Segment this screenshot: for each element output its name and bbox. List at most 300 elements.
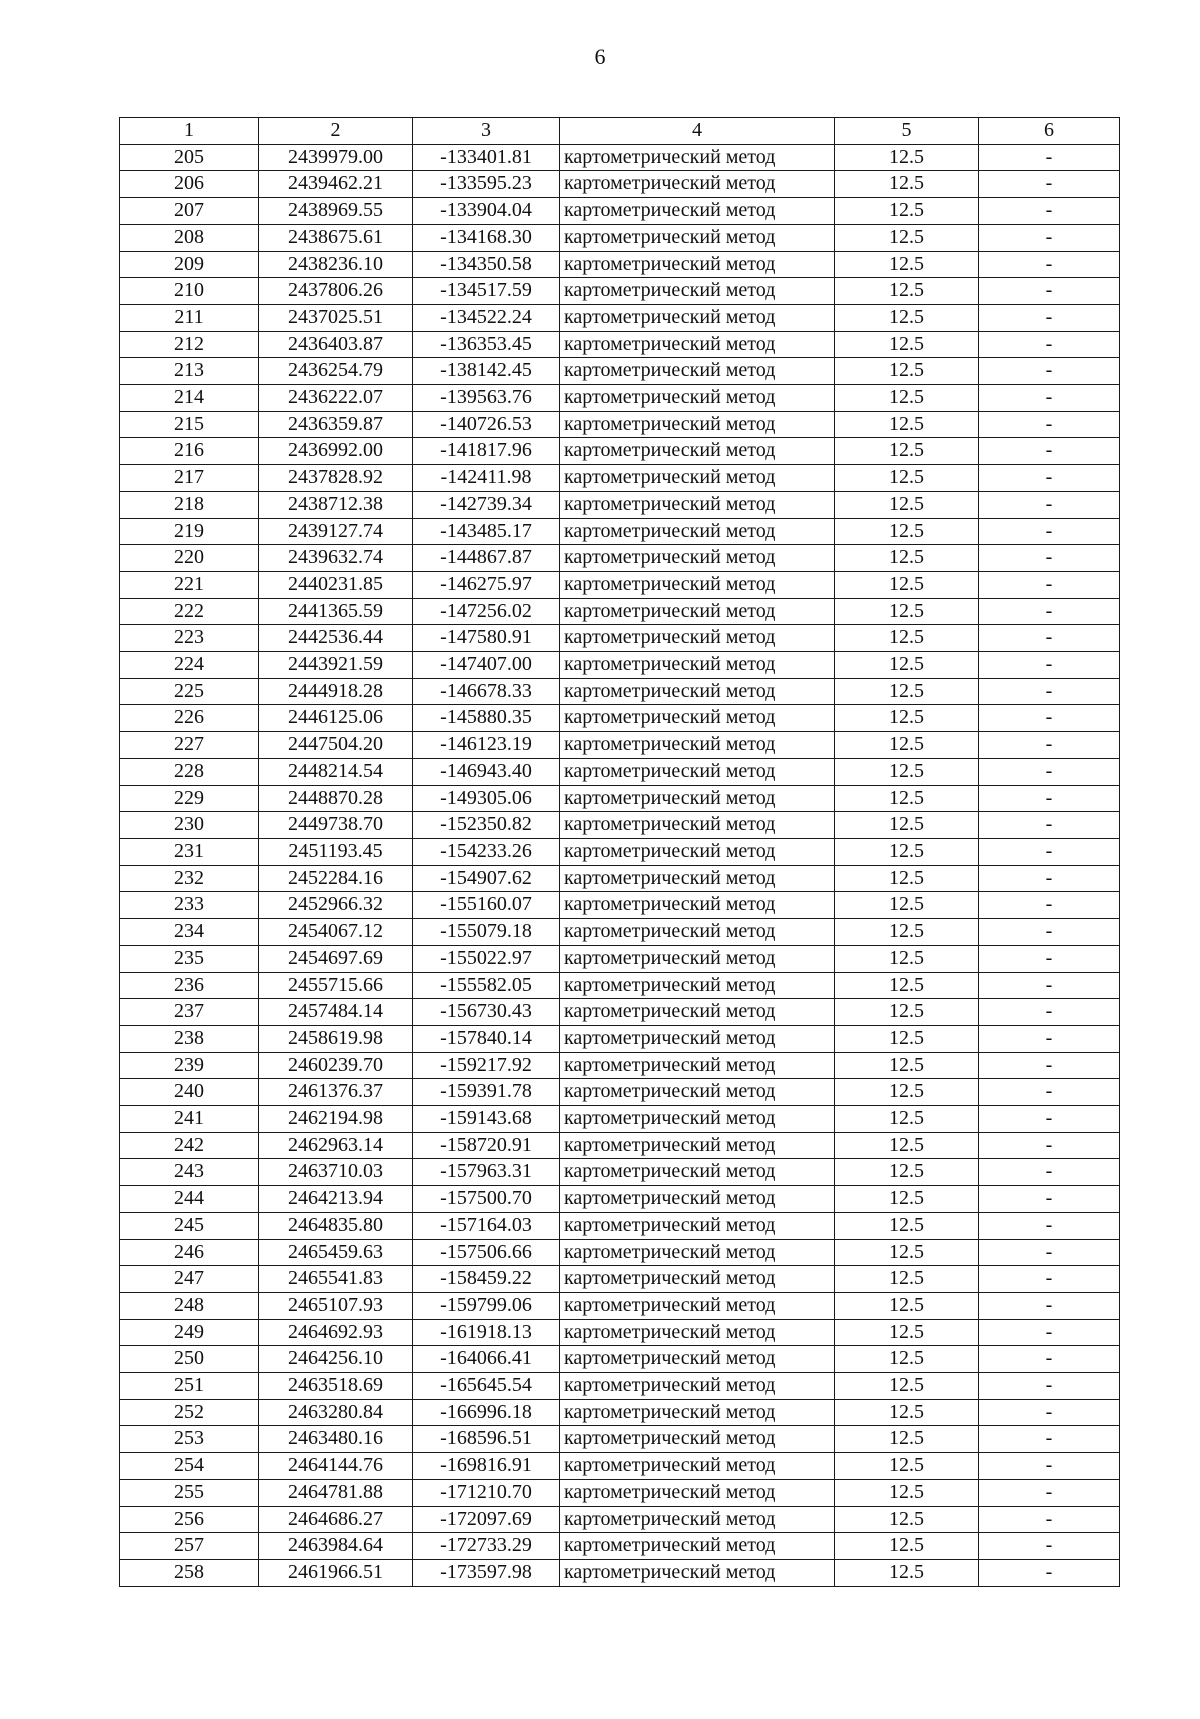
method-cell: картометрический метод [560, 1399, 835, 1426]
table-row [120, 1479, 1120, 1506]
y-coordinate-cell: -133904.04 [413, 198, 560, 225]
note-cell: - [979, 545, 1120, 572]
method-cell: картометрический метод [560, 812, 835, 839]
point-number-cell: 205 [120, 144, 259, 171]
note-cell: - [979, 1132, 1120, 1159]
y-coordinate-cell: -157840.14 [413, 1025, 560, 1052]
x-coordinate-cell: 2436222.07 [259, 385, 413, 412]
method-cell: картометрический метод [560, 1212, 835, 1239]
y-coordinate-cell: -161918.13 [413, 1319, 560, 1346]
y-coordinate-cell: -149305.06 [413, 785, 560, 812]
x-coordinate-cell: 2461966.51 [259, 1559, 413, 1586]
x-coordinate-cell: 2457484.14 [259, 999, 413, 1026]
accuracy-cell: 12.5 [835, 1025, 979, 1052]
method-cell: картометрический метод [560, 1186, 835, 1213]
point-number-cell: 240 [120, 1079, 259, 1106]
accuracy-cell: 12.5 [835, 171, 979, 198]
accuracy-cell: 12.5 [835, 919, 979, 946]
x-coordinate-cell: 2462194.98 [259, 1106, 413, 1133]
y-coordinate-cell: -134168.30 [413, 224, 560, 251]
note-cell: - [979, 1159, 1120, 1186]
x-coordinate-cell: 2464835.80 [259, 1212, 413, 1239]
x-coordinate-cell: 2447504.20 [259, 732, 413, 759]
y-coordinate-cell: -158720.91 [413, 1132, 560, 1159]
x-coordinate-cell: 2458619.98 [259, 1025, 413, 1052]
y-coordinate-cell: -147407.00 [413, 652, 560, 679]
point-number-cell: 253 [120, 1426, 259, 1453]
note-cell: - [979, 919, 1120, 946]
accuracy-cell: 12.5 [835, 1533, 979, 1560]
page-number: 6 [594, 44, 606, 69]
accuracy-cell: 12.5 [835, 1292, 979, 1319]
y-coordinate-cell: -142411.98 [413, 465, 560, 492]
note-cell: - [979, 1479, 1120, 1506]
y-coordinate-cell: -171210.70 [413, 1479, 560, 1506]
header-cell-3: 3 [413, 118, 560, 145]
x-coordinate-cell: 2438969.55 [259, 198, 413, 225]
method-cell: картометрический метод [560, 224, 835, 251]
point-number-cell: 245 [120, 1212, 259, 1239]
accuracy-cell: 12.5 [835, 465, 979, 492]
note-cell: - [979, 171, 1120, 198]
table-row [120, 732, 1120, 759]
table-row [120, 545, 1120, 572]
note-cell: - [979, 1453, 1120, 1480]
method-cell: картометрический метод [560, 1373, 835, 1400]
table-row [120, 1453, 1120, 1480]
x-coordinate-cell: 2463710.03 [259, 1159, 413, 1186]
note-cell: - [979, 1559, 1120, 1586]
method-cell: картометрический метод [560, 1266, 835, 1293]
accuracy-cell: 12.5 [835, 385, 979, 412]
note-cell: - [979, 1533, 1120, 1560]
y-coordinate-cell: -139563.76 [413, 385, 560, 412]
accuracy-cell: 12.5 [835, 1319, 979, 1346]
table-row [120, 438, 1120, 465]
x-coordinate-cell: 2464692.93 [259, 1319, 413, 1346]
method-cell: картометрический метод [560, 945, 835, 972]
note-cell: - [979, 945, 1120, 972]
method-cell: картометрический метод [560, 251, 835, 278]
point-number-cell: 252 [120, 1399, 259, 1426]
table-row [120, 1186, 1120, 1213]
accuracy-cell: 12.5 [835, 331, 979, 358]
y-coordinate-cell: -172733.29 [413, 1533, 560, 1560]
method-cell: картометрический метод [560, 678, 835, 705]
point-number-cell: 217 [120, 465, 259, 492]
method-cell: картометрический метод [560, 198, 835, 225]
table-row [120, 785, 1120, 812]
y-coordinate-cell: -133401.81 [413, 144, 560, 171]
point-number-cell: 211 [120, 304, 259, 331]
method-cell: картометрический метод [560, 438, 835, 465]
method-cell: картометрический метод [560, 972, 835, 999]
accuracy-cell: 12.5 [835, 1559, 979, 1586]
x-coordinate-cell: 2449738.70 [259, 812, 413, 839]
point-number-cell: 238 [120, 1025, 259, 1052]
accuracy-cell: 12.5 [835, 1506, 979, 1533]
table-row [120, 571, 1120, 598]
table-row [120, 198, 1120, 225]
accuracy-cell: 12.5 [835, 758, 979, 785]
point-number-cell: 255 [120, 1479, 259, 1506]
method-cell: картометрический метод [560, 491, 835, 518]
point-number-cell: 223 [120, 625, 259, 652]
point-number-cell: 209 [120, 251, 259, 278]
point-number-cell: 242 [120, 1132, 259, 1159]
table-row [120, 1426, 1120, 1453]
y-coordinate-cell: -157506.66 [413, 1239, 560, 1266]
x-coordinate-cell: 2451193.45 [259, 838, 413, 865]
point-number-cell: 229 [120, 785, 259, 812]
accuracy-cell: 12.5 [835, 865, 979, 892]
accuracy-cell: 12.5 [835, 251, 979, 278]
y-coordinate-cell: -157963.31 [413, 1159, 560, 1186]
point-number-cell: 251 [120, 1373, 259, 1400]
note-cell: - [979, 198, 1120, 225]
point-number-cell: 218 [120, 491, 259, 518]
note-cell: - [979, 571, 1120, 598]
note-cell: - [979, 1212, 1120, 1239]
note-cell: - [979, 331, 1120, 358]
point-number-cell: 237 [120, 999, 259, 1026]
x-coordinate-cell: 2448214.54 [259, 758, 413, 785]
table-row [120, 465, 1120, 492]
y-coordinate-cell: -165645.54 [413, 1373, 560, 1400]
point-number-cell: 219 [120, 518, 259, 545]
y-coordinate-cell: -159391.78 [413, 1079, 560, 1106]
accuracy-cell: 12.5 [835, 972, 979, 999]
table-row [120, 518, 1120, 545]
accuracy-cell: 12.5 [835, 491, 979, 518]
note-cell: - [979, 1426, 1120, 1453]
note-cell: - [979, 278, 1120, 305]
method-cell: картометрический метод [560, 1533, 835, 1560]
table-row [120, 865, 1120, 892]
point-number-cell: 227 [120, 732, 259, 759]
y-coordinate-cell: -169816.91 [413, 1453, 560, 1480]
table-row [120, 331, 1120, 358]
point-number-cell: 207 [120, 198, 259, 225]
y-coordinate-cell: -133595.23 [413, 171, 560, 198]
x-coordinate-cell: 2437828.92 [259, 465, 413, 492]
note-cell: - [979, 438, 1120, 465]
accuracy-cell: 12.5 [835, 224, 979, 251]
method-cell: картометрический метод [560, 571, 835, 598]
method-cell: картометрический метод [560, 1079, 835, 1106]
table-body [120, 144, 1120, 1586]
y-coordinate-cell: -154233.26 [413, 838, 560, 865]
point-number-cell: 231 [120, 838, 259, 865]
point-number-cell: 220 [120, 545, 259, 572]
note-cell: - [979, 465, 1120, 492]
method-cell: картометрический метод [560, 304, 835, 331]
point-number-cell: 234 [120, 919, 259, 946]
accuracy-cell: 12.5 [835, 1373, 979, 1400]
table-row [120, 598, 1120, 625]
x-coordinate-cell: 2448870.28 [259, 785, 413, 812]
method-cell: картометрический метод [560, 598, 835, 625]
point-number-cell: 224 [120, 652, 259, 679]
point-number-cell: 214 [120, 385, 259, 412]
y-coordinate-cell: -159143.68 [413, 1106, 560, 1133]
note-cell: - [979, 1292, 1120, 1319]
header-cell-6: 6 [979, 118, 1120, 145]
accuracy-cell: 12.5 [835, 598, 979, 625]
note-cell: - [979, 1373, 1120, 1400]
point-number-cell: 246 [120, 1239, 259, 1266]
y-coordinate-cell: -159799.06 [413, 1292, 560, 1319]
x-coordinate-cell: 2461376.37 [259, 1079, 413, 1106]
table-row [120, 625, 1120, 652]
x-coordinate-cell: 2465541.83 [259, 1266, 413, 1293]
table-row [120, 144, 1120, 171]
note-cell: - [979, 251, 1120, 278]
note-cell: - [979, 705, 1120, 732]
y-coordinate-cell: -146943.40 [413, 758, 560, 785]
accuracy-cell: 12.5 [835, 144, 979, 171]
accuracy-cell: 12.5 [835, 1106, 979, 1133]
table-row [120, 1106, 1120, 1133]
point-number-cell: 241 [120, 1106, 259, 1133]
method-cell: картометрический метод [560, 171, 835, 198]
point-number-cell: 243 [120, 1159, 259, 1186]
note-cell: - [979, 785, 1120, 812]
point-number-cell: 215 [120, 411, 259, 438]
table-row [120, 945, 1120, 972]
y-coordinate-cell: -157500.70 [413, 1186, 560, 1213]
point-number-cell: 206 [120, 171, 259, 198]
note-cell: - [979, 1239, 1120, 1266]
method-cell: картометрический метод [560, 1426, 835, 1453]
point-number-cell: 216 [120, 438, 259, 465]
accuracy-cell: 12.5 [835, 411, 979, 438]
note-cell: - [979, 865, 1120, 892]
accuracy-cell: 12.5 [835, 1079, 979, 1106]
accuracy-cell: 12.5 [835, 1052, 979, 1079]
note-cell: - [979, 999, 1120, 1026]
x-coordinate-cell: 2446125.06 [259, 705, 413, 732]
accuracy-cell: 12.5 [835, 571, 979, 598]
y-coordinate-cell: -146275.97 [413, 571, 560, 598]
point-number-cell: 244 [120, 1186, 259, 1213]
table-row [120, 892, 1120, 919]
note-cell: - [979, 732, 1120, 759]
x-coordinate-cell: 2463280.84 [259, 1399, 413, 1426]
y-coordinate-cell: -134517.59 [413, 278, 560, 305]
accuracy-cell: 12.5 [835, 1453, 979, 1480]
method-cell: картометрический метод [560, 625, 835, 652]
method-cell: картометрический метод [560, 1479, 835, 1506]
table-row [120, 1266, 1120, 1293]
accuracy-cell: 12.5 [835, 438, 979, 465]
method-cell: картометрический метод [560, 1159, 835, 1186]
table-row [120, 385, 1120, 412]
note-cell: - [979, 758, 1120, 785]
y-coordinate-cell: -166996.18 [413, 1399, 560, 1426]
y-coordinate-cell: -145880.35 [413, 705, 560, 732]
method-cell: картометрический метод [560, 785, 835, 812]
y-coordinate-cell: -159217.92 [413, 1052, 560, 1079]
method-cell: картометрический метод [560, 1052, 835, 1079]
table-row [120, 1025, 1120, 1052]
method-cell: картометрический метод [560, 838, 835, 865]
accuracy-cell: 12.5 [835, 732, 979, 759]
table-row [120, 1373, 1120, 1400]
accuracy-cell: 12.5 [835, 518, 979, 545]
method-cell: картометрический метод [560, 732, 835, 759]
accuracy-cell: 12.5 [835, 1346, 979, 1373]
note-cell: - [979, 1106, 1120, 1133]
accuracy-cell: 12.5 [835, 838, 979, 865]
accuracy-cell: 12.5 [835, 999, 979, 1026]
table-row [120, 678, 1120, 705]
point-number-cell: 213 [120, 358, 259, 385]
method-cell: картометрический метод [560, 999, 835, 1026]
method-cell: картометрический метод [560, 1106, 835, 1133]
table-row [120, 919, 1120, 946]
x-coordinate-cell: 2440231.85 [259, 571, 413, 598]
point-number-cell: 248 [120, 1292, 259, 1319]
table-row [120, 1319, 1120, 1346]
table-row [120, 1132, 1120, 1159]
note-cell: - [979, 304, 1120, 331]
point-number-cell: 254 [120, 1453, 259, 1480]
x-coordinate-cell: 2437025.51 [259, 304, 413, 331]
method-cell: картометрический метод [560, 1506, 835, 1533]
table-row [120, 1212, 1120, 1239]
method-cell: картометрический метод [560, 1453, 835, 1480]
table-row [120, 278, 1120, 305]
method-cell: картометрический метод [560, 892, 835, 919]
accuracy-cell: 12.5 [835, 945, 979, 972]
y-coordinate-cell: -138142.45 [413, 358, 560, 385]
accuracy-cell: 12.5 [835, 545, 979, 572]
accuracy-cell: 12.5 [835, 705, 979, 732]
method-cell: картометрический метод [560, 518, 835, 545]
table-row [120, 304, 1120, 331]
header-cell-2: 2 [259, 118, 413, 145]
method-cell: картометрический метод [560, 411, 835, 438]
x-coordinate-cell: 2441365.59 [259, 598, 413, 625]
y-coordinate-cell: -164066.41 [413, 1346, 560, 1373]
x-coordinate-cell: 2439462.21 [259, 171, 413, 198]
point-number-cell: 222 [120, 598, 259, 625]
y-coordinate-cell: -140726.53 [413, 411, 560, 438]
method-cell: картометрический метод [560, 1559, 835, 1586]
accuracy-cell: 12.5 [835, 1479, 979, 1506]
x-coordinate-cell: 2444918.28 [259, 678, 413, 705]
point-number-cell: 230 [120, 812, 259, 839]
accuracy-cell: 12.5 [835, 1132, 979, 1159]
y-coordinate-cell: -142739.34 [413, 491, 560, 518]
accuracy-cell: 12.5 [835, 1266, 979, 1293]
note-cell: - [979, 1079, 1120, 1106]
accuracy-cell: 12.5 [835, 652, 979, 679]
method-cell: картометрический метод [560, 919, 835, 946]
y-coordinate-cell: -172097.69 [413, 1506, 560, 1533]
note-cell: - [979, 518, 1120, 545]
y-coordinate-cell: -134350.58 [413, 251, 560, 278]
x-coordinate-cell: 2436254.79 [259, 358, 413, 385]
header-cell-1: 1 [120, 118, 259, 145]
accuracy-cell: 12.5 [835, 812, 979, 839]
x-coordinate-cell: 2463480.16 [259, 1426, 413, 1453]
x-coordinate-cell: 2439979.00 [259, 144, 413, 171]
x-coordinate-cell: 2460239.70 [259, 1052, 413, 1079]
note-cell: - [979, 491, 1120, 518]
note-cell: - [979, 972, 1120, 999]
method-cell: картометрический метод [560, 1319, 835, 1346]
table-row [120, 1399, 1120, 1426]
note-cell: - [979, 1319, 1120, 1346]
header-cell-5: 5 [835, 118, 979, 145]
note-cell: - [979, 652, 1120, 679]
y-coordinate-cell: -173597.98 [413, 1559, 560, 1586]
table-row [120, 1159, 1120, 1186]
table-row [120, 251, 1120, 278]
note-cell: - [979, 812, 1120, 839]
x-coordinate-cell: 2463984.64 [259, 1533, 413, 1560]
table-row [120, 1052, 1120, 1079]
point-number-cell: 257 [120, 1533, 259, 1560]
table-row [120, 652, 1120, 679]
table-row [120, 411, 1120, 438]
point-number-cell: 235 [120, 945, 259, 972]
y-coordinate-cell: -146678.33 [413, 678, 560, 705]
x-coordinate-cell: 2464781.88 [259, 1479, 413, 1506]
x-coordinate-cell: 2436403.87 [259, 331, 413, 358]
method-cell: картометрический метод [560, 1292, 835, 1319]
x-coordinate-cell: 2464213.94 [259, 1186, 413, 1213]
point-number-cell: 249 [120, 1319, 259, 1346]
accuracy-cell: 12.5 [835, 1399, 979, 1426]
y-coordinate-cell: -144867.87 [413, 545, 560, 572]
x-coordinate-cell: 2436992.00 [259, 438, 413, 465]
table-row [120, 812, 1120, 839]
table-row [120, 358, 1120, 385]
method-cell: картометрический метод [560, 331, 835, 358]
y-coordinate-cell: -154907.62 [413, 865, 560, 892]
note-cell: - [979, 1266, 1120, 1293]
table-row [120, 838, 1120, 865]
x-coordinate-cell: 2465459.63 [259, 1239, 413, 1266]
x-coordinate-cell: 2464256.10 [259, 1346, 413, 1373]
y-coordinate-cell: -155022.97 [413, 945, 560, 972]
y-coordinate-cell: -155079.18 [413, 919, 560, 946]
y-coordinate-cell: -136353.45 [413, 331, 560, 358]
y-coordinate-cell: -152350.82 [413, 812, 560, 839]
note-cell: - [979, 411, 1120, 438]
y-coordinate-cell: -168596.51 [413, 1426, 560, 1453]
y-coordinate-cell: -147256.02 [413, 598, 560, 625]
method-cell: картометрический метод [560, 705, 835, 732]
note-cell: - [979, 1399, 1120, 1426]
note-cell: - [979, 598, 1120, 625]
accuracy-cell: 12.5 [835, 892, 979, 919]
point-number-cell: 228 [120, 758, 259, 785]
method-cell: картометрический метод [560, 1025, 835, 1052]
y-coordinate-cell: -141817.96 [413, 438, 560, 465]
accuracy-cell: 12.5 [835, 625, 979, 652]
point-number-cell: 233 [120, 892, 259, 919]
table-row [120, 999, 1120, 1026]
table-header-row [120, 118, 1120, 145]
point-number-cell: 210 [120, 278, 259, 305]
coordinates-table [119, 117, 1120, 1587]
x-coordinate-cell: 2438675.61 [259, 224, 413, 251]
point-number-cell: 226 [120, 705, 259, 732]
